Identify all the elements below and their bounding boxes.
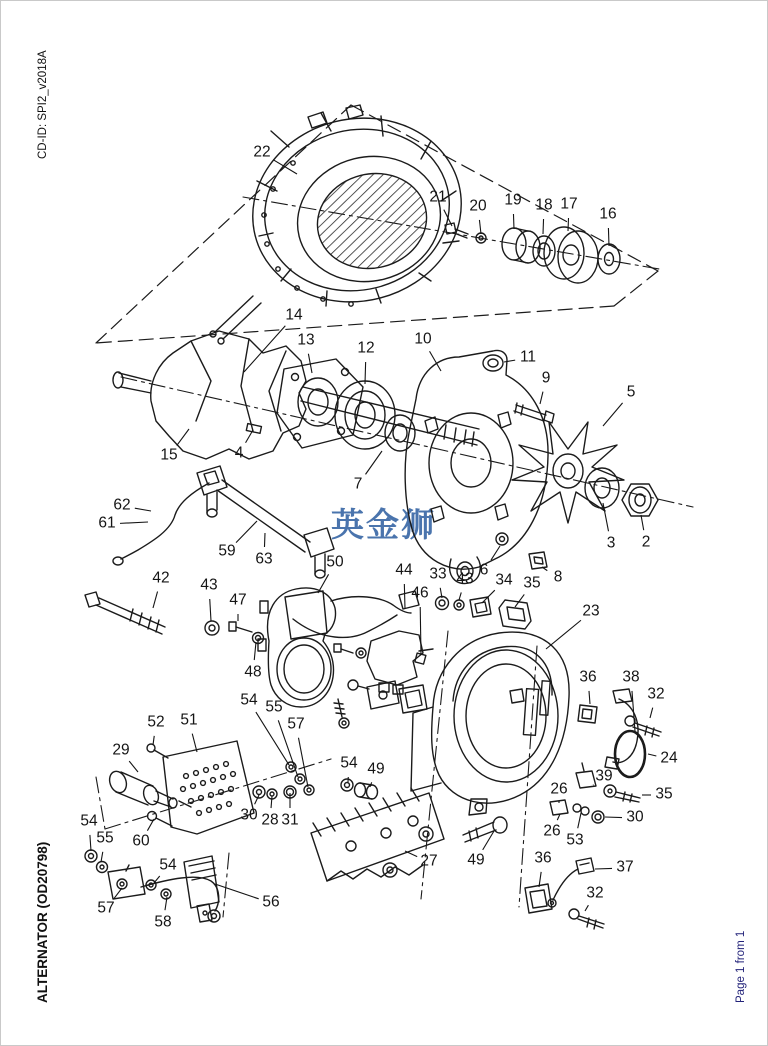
- leader-line-37: [595, 868, 612, 869]
- leader-line-9: [540, 392, 543, 404]
- pulley-drawing: [502, 227, 620, 283]
- part-callout-26: 26: [543, 822, 561, 840]
- part-callout-32: 32: [647, 685, 665, 703]
- part-callout-7: 7: [353, 475, 363, 493]
- leader-line-56: [215, 884, 259, 899]
- leader-line-15: [177, 429, 189, 446]
- bearing-7: [385, 415, 415, 451]
- leader-line-20: [479, 220, 481, 234]
- part-callout-58: 58: [154, 913, 172, 931]
- harness-38-group: [578, 689, 661, 769]
- part-callout-34: 34: [495, 571, 513, 589]
- part-title-label: ALTERNATOR (OD20798): [35, 841, 50, 1003]
- part-callout-47: 47: [229, 591, 247, 609]
- leader-line-57: [114, 888, 122, 899]
- leader-line-43: [459, 592, 461, 600]
- leader-line-36: [589, 691, 590, 704]
- part-callout-62: 62: [113, 496, 131, 514]
- leader-line-28: [271, 796, 272, 808]
- leader-line-4: [246, 430, 253, 443]
- watermark-text: 英金狮: [331, 505, 436, 544]
- part-callout-35: 35: [523, 574, 541, 592]
- part-callout-49: 49: [367, 760, 385, 778]
- through-bolt-42-group: [85, 592, 264, 644]
- leader-line-35: [515, 594, 524, 607]
- part-callout-50: 50: [326, 553, 344, 571]
- part-callout-29: 29: [112, 741, 130, 759]
- part-callout-13: 13: [297, 331, 315, 349]
- part-callout-22: 22: [253, 143, 271, 161]
- leader-line-61: [120, 522, 148, 523]
- part-callout-38: 38: [622, 668, 640, 686]
- part-callout-54: 54: [240, 691, 258, 709]
- part-callout-51: 51: [180, 711, 198, 729]
- brush-holder-50: [258, 588, 419, 707]
- leader-line-42: [153, 592, 158, 608]
- part-callout-16: 16: [599, 205, 617, 223]
- leader-line-55: [278, 720, 298, 777]
- leader-line-14: [244, 326, 285, 372]
- leader-line-27: [405, 851, 417, 857]
- leader-line-59: [236, 521, 257, 543]
- leader-line-46: [420, 607, 421, 655]
- leader-line-62: [135, 508, 151, 511]
- part-callout-49: 49: [467, 851, 485, 869]
- part-callout-24: 24: [660, 749, 678, 767]
- leader-line-43: [210, 599, 211, 621]
- part-callout-36: 36: [534, 849, 552, 867]
- leader-line-24: [648, 754, 656, 756]
- leader-line-12: [365, 362, 366, 384]
- part-callout-27: 27: [420, 852, 438, 870]
- o-ring-24: [615, 731, 645, 777]
- part-callout-21: 21: [429, 188, 447, 206]
- part-callout-43: 43: [200, 576, 218, 594]
- part-callout-57: 57: [97, 899, 115, 917]
- part-callout-12: 12: [357, 339, 375, 357]
- part-callout-18: 18: [535, 196, 553, 214]
- part-callout-33: 33: [429, 565, 447, 583]
- part-callout-19: 19: [504, 191, 522, 209]
- part-callout-60: 60: [132, 832, 150, 850]
- leader-line-21: [444, 210, 452, 226]
- leader-line-51: [192, 734, 197, 752]
- rear-cover-23: [411, 632, 569, 815]
- part-callout-26: 26: [550, 780, 568, 798]
- part-callout-61: 61: [98, 514, 116, 532]
- part-callout-15: 15: [160, 446, 178, 464]
- leader-line-23: [546, 620, 581, 649]
- axis-centerlines: [96, 197, 693, 917]
- part-callout-5: 5: [626, 383, 636, 401]
- part-callout-48: 48: [244, 663, 262, 681]
- rectifier-drawing: [286, 762, 507, 881]
- part-callout-36: 36: [579, 668, 597, 686]
- part-callout-20: 20: [469, 197, 487, 215]
- leader-line-55: [101, 852, 103, 862]
- leader-line-63: [264, 533, 265, 547]
- part-callout-3: 3: [606, 534, 616, 552]
- leader-line-32: [650, 708, 653, 718]
- leader-line-22: [273, 160, 297, 174]
- bearing-plate-13: [277, 359, 363, 448]
- bottom-right-group: [525, 858, 604, 929]
- part-callout-30: 30: [240, 806, 258, 824]
- part-callout-54: 54: [80, 812, 98, 830]
- part-callout-44: 44: [395, 561, 413, 579]
- leader-line-5: [603, 403, 623, 426]
- lead-wire-61-62: [113, 471, 219, 565]
- part-callout-63: 63: [255, 550, 273, 568]
- cd-id-label: CD-ID: SPI2_v2018A: [37, 50, 49, 159]
- part-callout-53: 53: [566, 831, 584, 849]
- leader-line-54: [90, 835, 91, 851]
- part-callout-59: 59: [218, 542, 236, 560]
- part-callout-55: 55: [96, 829, 114, 847]
- fan-drawing: [512, 422, 624, 523]
- leader-line-53: [578, 813, 581, 828]
- leader-line-30: [605, 817, 622, 818]
- leader-line-18: [543, 219, 544, 234]
- leader-line-52: [153, 736, 154, 745]
- part-callout-46: 46: [411, 584, 429, 602]
- heat-shield-51: [107, 741, 254, 834]
- leader-line-57: [298, 738, 308, 787]
- washer-3-nut-2: [585, 468, 658, 516]
- part-callout-14: 14: [285, 306, 303, 324]
- page-number-label: Page 1 from 1: [735, 930, 747, 1003]
- stator-drawing: [210, 96, 481, 344]
- part-callout-9: 9: [541, 369, 551, 387]
- part-callout-17: 17: [560, 195, 578, 213]
- part-callout-35: 35: [655, 785, 673, 803]
- part-callout-43: 43: [456, 570, 474, 588]
- leader-line-17: [568, 218, 569, 231]
- exploded-view-drawing: [1, 1, 768, 1046]
- part-callout-6: 6: [479, 561, 489, 579]
- front-housing-drawing: [405, 350, 554, 583]
- leader-line-2: [641, 515, 644, 530]
- part-callout-54: 54: [159, 856, 177, 874]
- part-callout-39: 39: [595, 767, 613, 785]
- part-callout-56: 56: [262, 893, 280, 911]
- part-callout-54: 54: [340, 754, 358, 772]
- part-callout-8: 8: [553, 568, 563, 586]
- part-callout-30: 30: [626, 808, 644, 826]
- leader-line-11: [504, 360, 515, 362]
- part-callout-57: 57: [287, 715, 305, 733]
- part-callout-52: 52: [147, 713, 165, 731]
- part-callout-4: 4: [234, 444, 244, 462]
- part-callout-32: 32: [586, 884, 604, 902]
- leader-line-7: [365, 451, 382, 474]
- part-callout-2: 2: [641, 533, 651, 551]
- part-callout-55: 55: [265, 698, 283, 716]
- part-callout-23: 23: [582, 602, 600, 620]
- leader-line-16: [608, 228, 609, 246]
- leader-line-32: [585, 905, 588, 911]
- leader-line-29: [129, 761, 138, 772]
- part-callout-37: 37: [616, 858, 634, 876]
- part-callout-31: 31: [281, 811, 299, 829]
- leader-line-44: [404, 584, 405, 609]
- rear-small-parts: [550, 763, 640, 823]
- leader-line-19: [513, 214, 514, 229]
- part-callout-10: 10: [414, 330, 432, 348]
- part-callout-28: 28: [261, 811, 279, 829]
- leader-line-48: [254, 642, 256, 660]
- part-callout-11: 11: [519, 348, 537, 366]
- part-callout-42: 42: [152, 569, 170, 587]
